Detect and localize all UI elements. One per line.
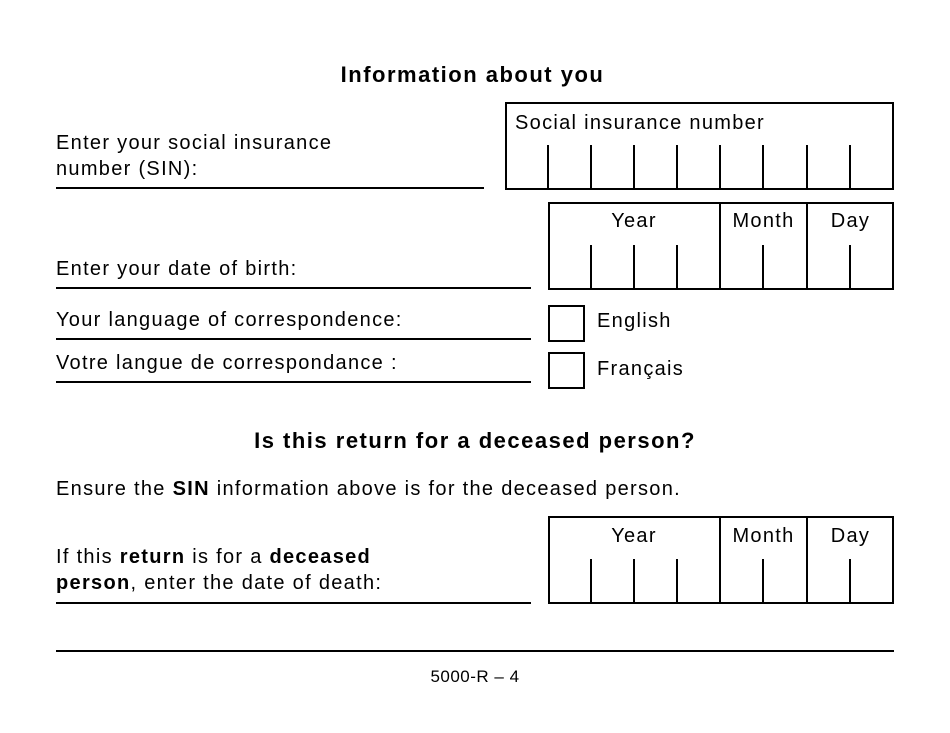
sin-digit-divider (806, 145, 808, 189)
death-prompt-bold: person (56, 572, 131, 594)
dob-month-label: Month (732, 210, 795, 232)
sin-box-label: Social insurance number (515, 112, 766, 134)
language-prompt-french-underline (56, 381, 531, 383)
dod-digit-divider (676, 559, 678, 603)
sin-digit-divider (849, 145, 851, 189)
dod-digit-divider (590, 559, 592, 603)
french-option-label: Français (597, 358, 685, 380)
sin-digit-divider (547, 145, 549, 189)
death-prompt-text: is for a (185, 546, 270, 568)
dod-day-label: Day (830, 525, 871, 547)
sin-prompt-line1: Enter your social insurance (56, 132, 333, 154)
dod-digit-divider (633, 559, 635, 603)
english-option-label: English (597, 310, 672, 332)
dob-prompt-underline (56, 287, 531, 289)
english-checkbox[interactable] (548, 305, 585, 342)
section-title-deceased: Is this return for a deceased person? (254, 428, 696, 453)
language-prompt-english-underline (56, 338, 531, 340)
footer-rule (56, 650, 894, 652)
ensure-sin-note (56, 476, 681, 502)
dod-month-label: Month (732, 525, 795, 547)
ensure-note-text: Ensure the (56, 478, 173, 500)
sin-digit-divider (590, 145, 592, 189)
dod-digit-divider (849, 559, 851, 603)
death-prompt-bold: deceased (269, 546, 372, 568)
dob-digit-divider (633, 245, 635, 289)
death-prompt-line2 (56, 570, 382, 596)
death-prompt-text: If this (56, 546, 120, 568)
ensure-note-text: information above is for the deceased person. (209, 478, 682, 500)
section-title-information: Information about you (340, 62, 605, 87)
death-prompt-text: , enter the date of death: (130, 572, 383, 594)
death-prompt-bold: return (119, 546, 186, 568)
sin-input-box[interactable] (505, 102, 894, 190)
sin-digit-divider (633, 145, 635, 189)
sin-digit-divider (719, 145, 721, 189)
dob-day-label: Day (830, 210, 871, 232)
dod-year-label: Year (611, 525, 657, 547)
dob-digit-divider (676, 245, 678, 289)
page-number: 5000-R – 4 (430, 667, 520, 686)
dob-digit-divider (762, 245, 764, 289)
sin-digit-divider (762, 145, 764, 189)
dob-prompt: Enter your date of birth: (56, 258, 298, 280)
language-prompt-english: Your language of correspondence: (56, 309, 403, 331)
dob-year-label: Year (611, 210, 657, 232)
ensure-note-bold: SIN (172, 478, 210, 500)
death-prompt-underline (56, 602, 531, 604)
dob-digit-divider (849, 245, 851, 289)
sin-prompt-line2: number (SIN): (56, 158, 199, 180)
french-checkbox[interactable] (548, 352, 585, 389)
dob-digit-divider (590, 245, 592, 289)
death-prompt-line1 (56, 544, 371, 570)
dod-digit-divider (762, 559, 764, 603)
language-prompt-french: Votre langue de correspondance : (56, 352, 398, 374)
sin-digit-divider (676, 145, 678, 189)
sin-prompt-underline (56, 187, 484, 189)
